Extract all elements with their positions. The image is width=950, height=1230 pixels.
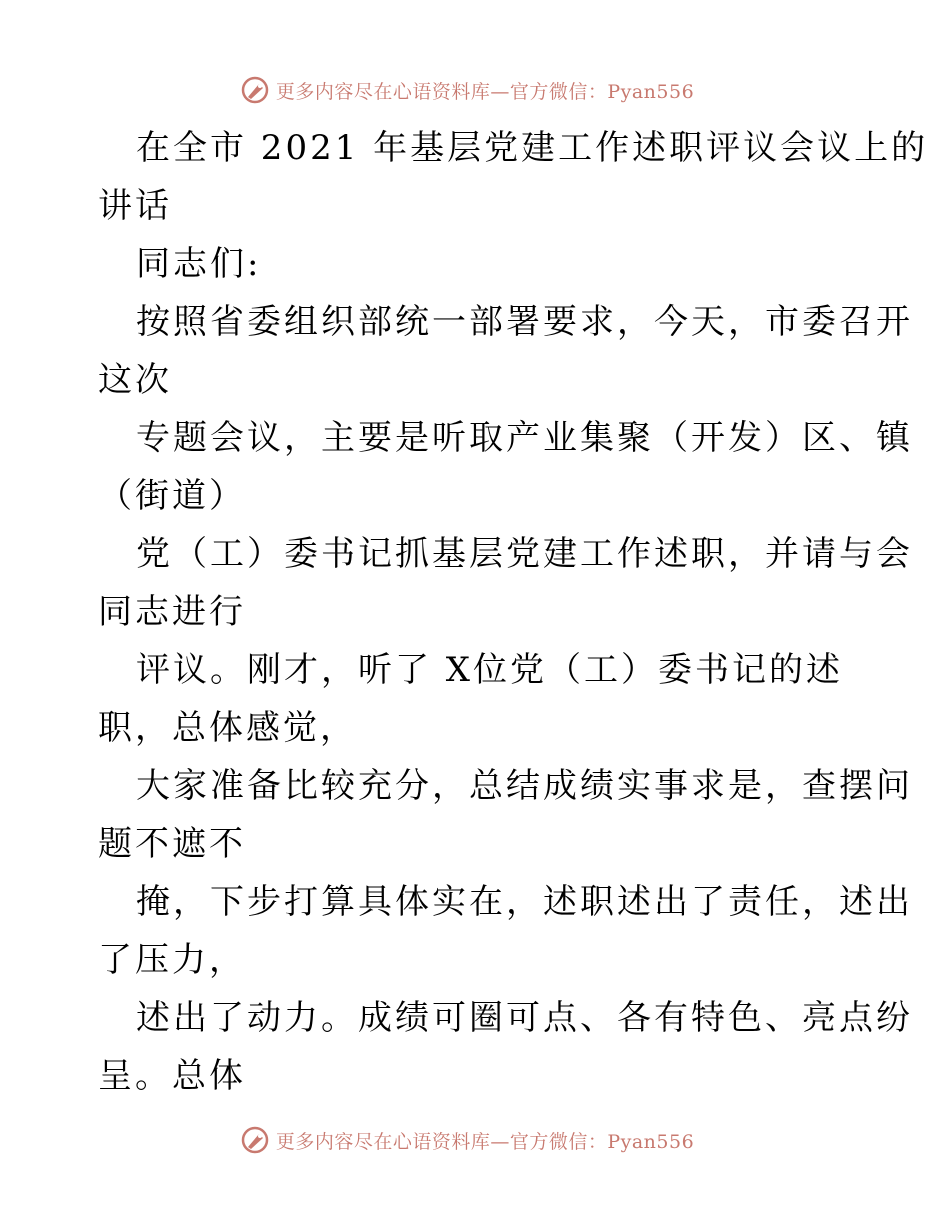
text-line: 述出了动力。成绩可圈可点、各有特色、亮点纷 (136, 998, 913, 1038)
watermark-header (0, 70, 950, 110)
text-line: 题不遮不 (98, 824, 246, 864)
text-line: 党（工）委书记抓基层党建工作述职，并请与会 (136, 534, 913, 574)
text-line: （街道） (98, 476, 246, 516)
text-line: 掩，下步打算具体实在，述职述出了责任，述出 (136, 882, 913, 922)
watermark-header-content (240, 75, 694, 105)
watermark-text: 更多内容尽在心语资料库—官方微信：Pyan556 (275, 80, 695, 103)
watermark-text: 更多内容尽在心语资料库—官方微信：Pyan556 (275, 1130, 695, 1153)
pen-nib-circle-icon (240, 75, 270, 105)
text-line: 呈。总体 (98, 1056, 246, 1096)
text-line: 专题会议，主要是听取产业集聚（开发）区、镇 (136, 418, 913, 458)
text-line: 大家准备比较充分，总结成绩实事求是，查摆问 (136, 766, 913, 806)
watermark-footer (0, 1120, 950, 1160)
text-line: 了压力， (98, 940, 246, 980)
text-line: 按照省委组织部统一部署要求，今天，市委召开 (136, 302, 913, 342)
text-line: 评议。刚才，听了 X位党（工）委书记的述 (136, 650, 844, 690)
text-line: 讲话 (98, 186, 172, 226)
pen-nib-circle-icon (240, 1125, 270, 1155)
text-line: 同志进行 (98, 592, 246, 632)
text-line: 这次 (98, 360, 172, 400)
text-line: 同志们: (136, 244, 262, 284)
text-line: 职，总体感觉， (98, 708, 357, 748)
watermark-footer-content (240, 1125, 694, 1155)
text-line: 在全市 2021 年基层党建工作述职评议会议上的 (136, 128, 929, 168)
